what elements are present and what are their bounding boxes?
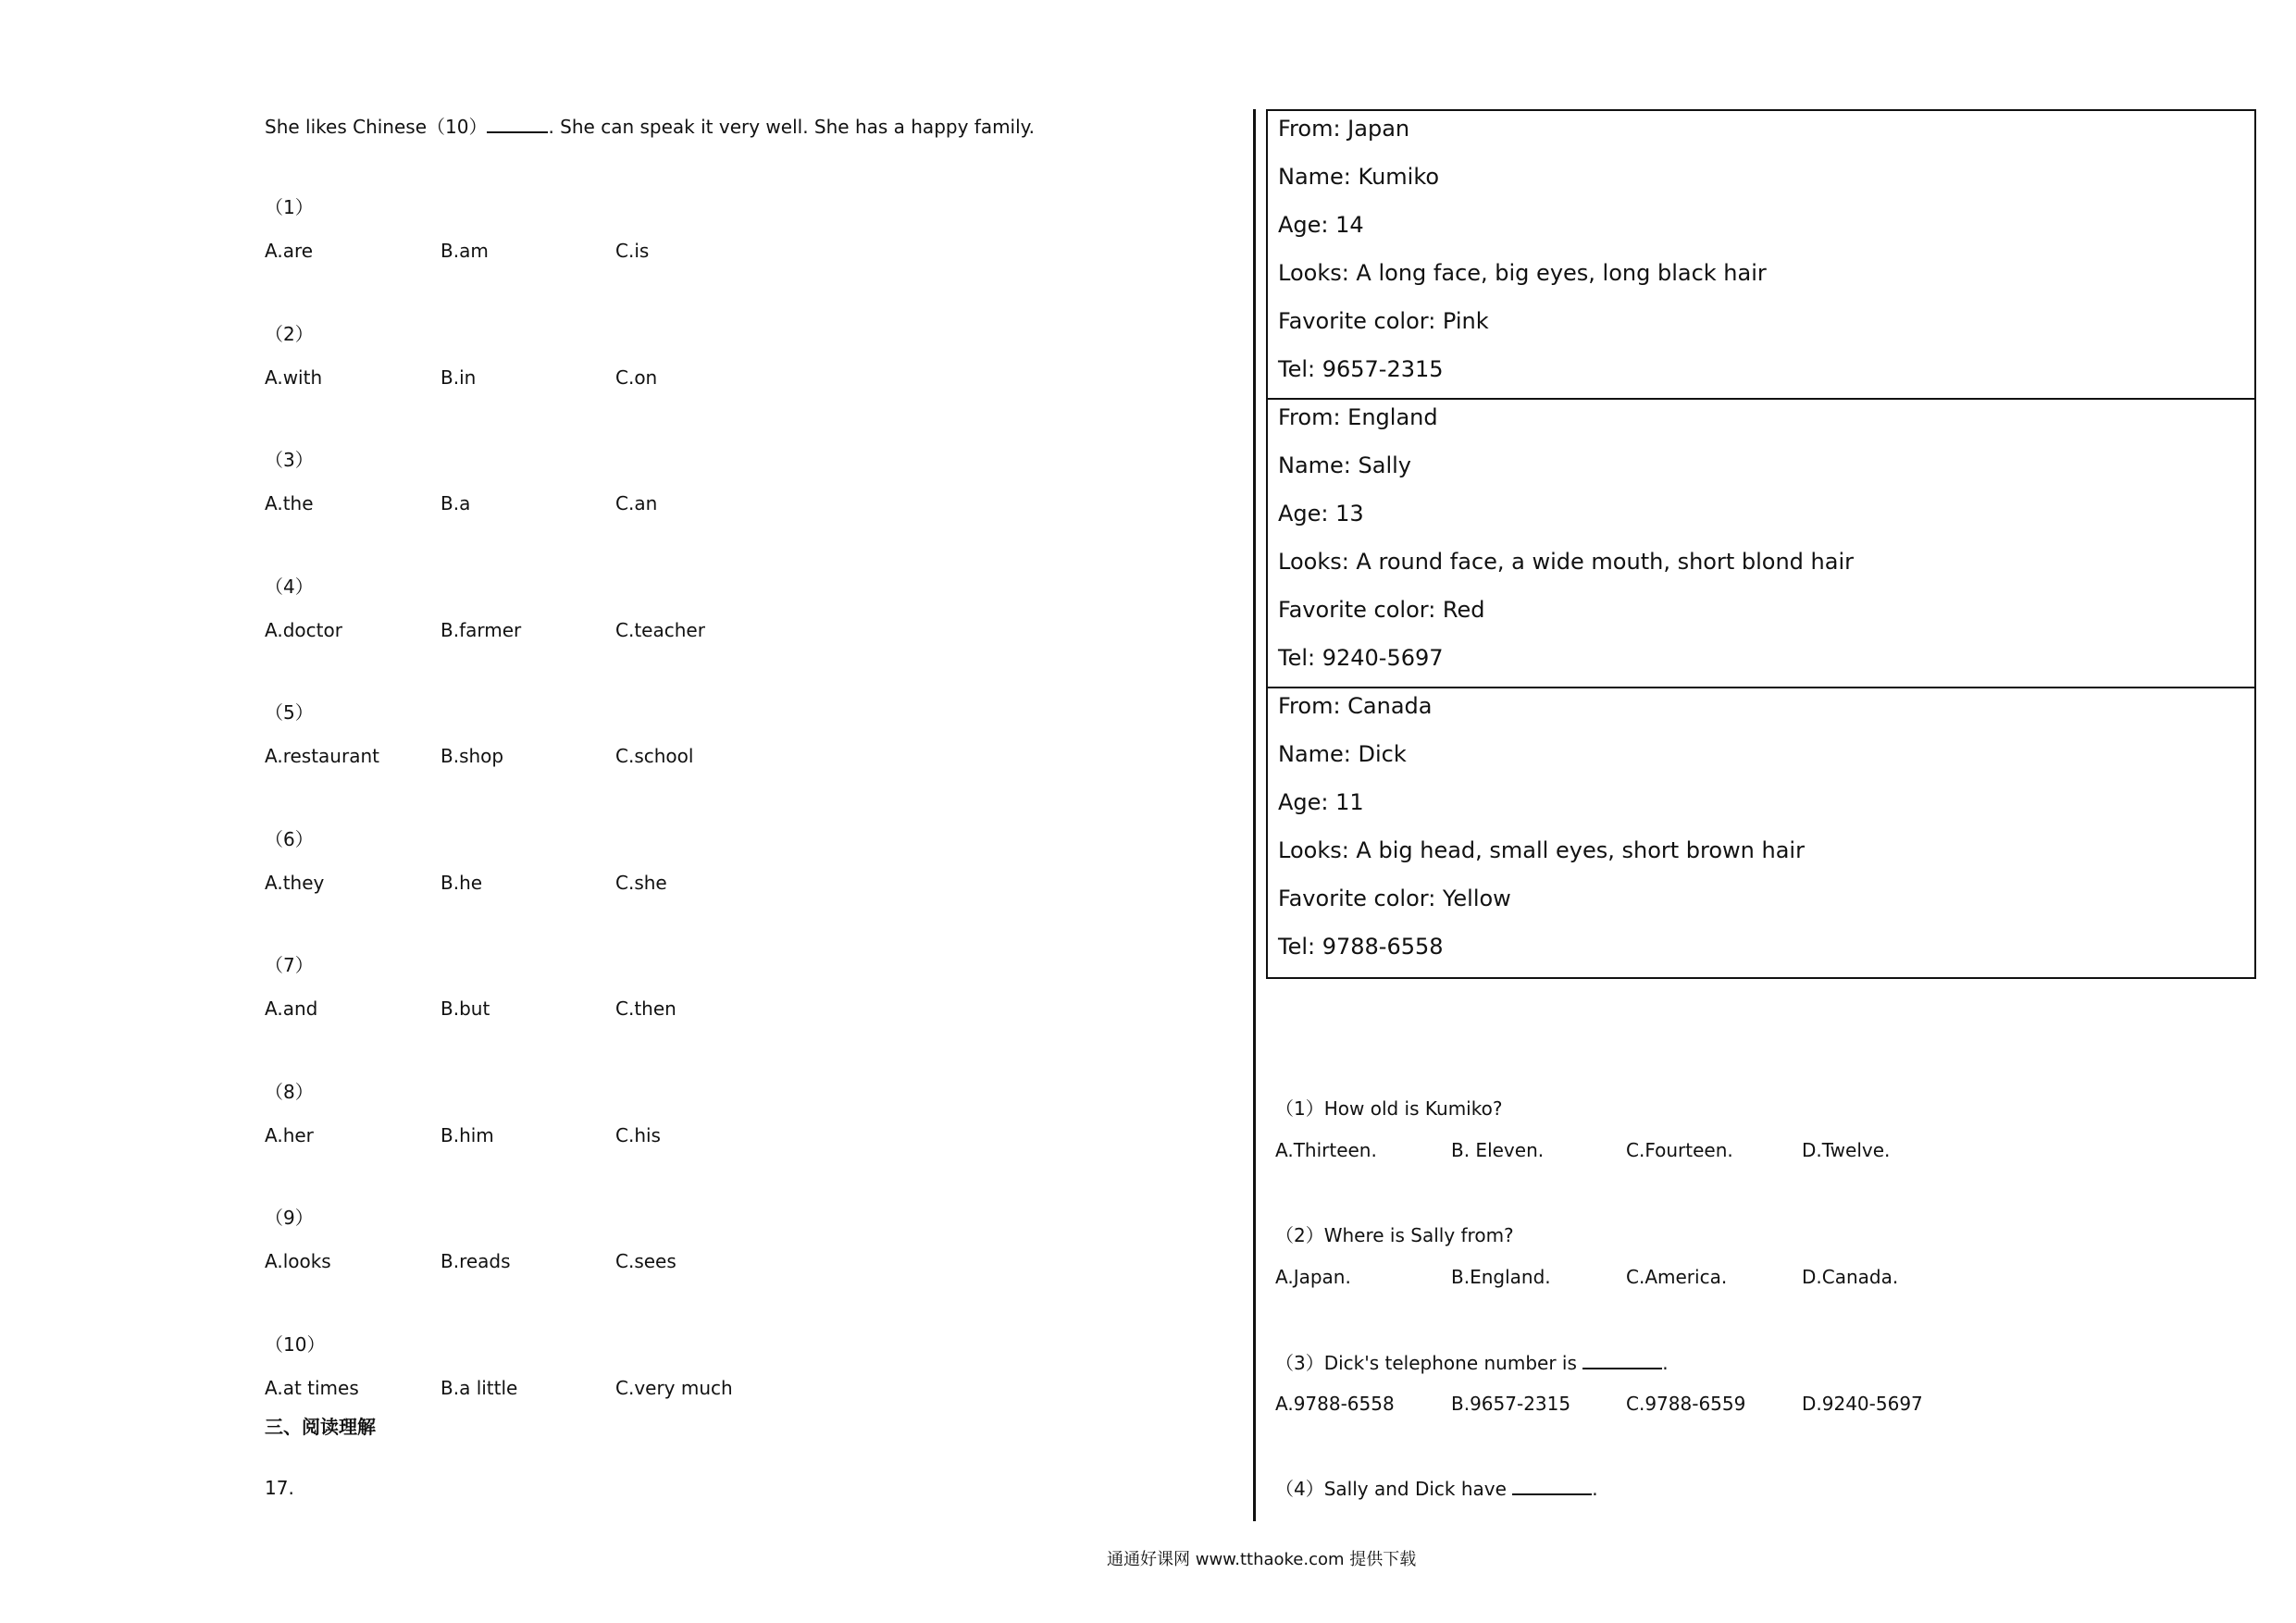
question-number: （9）	[265, 1207, 314, 1229]
answer-option: A.are	[265, 240, 314, 262]
question-number: （1）	[265, 196, 314, 218]
profile-card	[1266, 687, 2256, 979]
answer-option: C.very much	[615, 1376, 733, 1399]
question-stem	[1275, 1477, 1598, 1500]
question-stem-text: （1）How old is Kumiko?	[1275, 1097, 1503, 1120]
answer-option: A.9788-6558	[1275, 1393, 1395, 1415]
answer-option: A.the	[265, 492, 314, 514]
question-stem-end: .	[1662, 1352, 1669, 1374]
question-number: （3）	[265, 449, 314, 471]
intro-after: . She can speak it very well. She has a happy family.	[548, 116, 1036, 138]
question-stem-text: （2）Where is Sally from?	[1275, 1224, 1514, 1246]
question-stem	[1275, 1097, 1502, 1120]
card-looks: Looks: A big head, small eyes, short brown hair	[1278, 837, 1805, 863]
answer-option: B.a little	[441, 1376, 518, 1399]
profile-card	[1266, 398, 2256, 688]
column-divider	[1253, 109, 1256, 1521]
answer-blank	[1582, 1351, 1662, 1369]
answer-option: A.looks	[265, 1250, 331, 1272]
card-looks: Looks: A long face, big eyes, long black hair	[1278, 260, 1767, 286]
card-age: Age: 11	[1278, 789, 1364, 815]
answer-option: A.doctor	[265, 618, 342, 641]
card-name: Name: Dick	[1278, 741, 1407, 767]
question-number: （2）	[265, 322, 314, 345]
answer-option: A.with	[265, 365, 323, 389]
answer-option: C.on	[615, 365, 658, 389]
card-name: Name: Sally	[1278, 452, 1411, 478]
card-tel: Tel: 9788-6558	[1278, 934, 1444, 960]
question-stem	[1275, 1224, 1514, 1246]
answer-option: B.reads	[441, 1250, 511, 1272]
answer-option: A.Thirteen.	[1275, 1139, 1377, 1161]
question-number: （10）	[265, 1332, 326, 1356]
card-color: Favorite color: Pink	[1278, 308, 1489, 334]
answer-option: C.she	[615, 871, 667, 894]
page-footer: 通通好课网 www.tthaoke.com 提供下载	[1107, 1550, 1417, 1569]
card-looks: Looks: A round face, a wide mouth, short blond hair	[1278, 549, 1854, 575]
answer-option: C.Fourteen.	[1626, 1139, 1733, 1161]
answer-option: B. Eleven.	[1451, 1139, 1545, 1161]
question-number: （6）	[265, 827, 314, 850]
question-stem-text: （4）Sally and Dick have	[1275, 1478, 1513, 1500]
answer-option: B.am	[441, 240, 489, 262]
answer-option: C.teacher	[615, 618, 705, 641]
answer-option: C.9788-6559	[1626, 1393, 1746, 1415]
answer-option: C.is	[615, 240, 650, 262]
card-color: Favorite color: Yellow	[1278, 886, 1511, 911]
card-tel: Tel: 9240-5697	[1278, 645, 1444, 671]
question-stem-text: （3）Dick's telephone number is	[1275, 1352, 1583, 1374]
item-number: 17.	[265, 1477, 294, 1499]
answer-option: B.farmer	[441, 618, 522, 641]
card-from: From: Canada	[1278, 693, 1433, 719]
card-from: From: England	[1278, 404, 1438, 430]
question-stem-end: .	[1592, 1478, 1598, 1500]
answer-option: D.Canada.	[1802, 1266, 1899, 1288]
answer-option: A.and	[265, 997, 318, 1020]
answer-blank	[487, 115, 548, 133]
answer-option: C.then	[615, 997, 676, 1020]
answer-option: C.an	[615, 492, 658, 514]
card-age: Age: 14	[1278, 212, 1364, 238]
answer-option: B.9657-2315	[1451, 1393, 1571, 1415]
question-stem	[1275, 1351, 1669, 1374]
intro-sentence	[265, 115, 1035, 138]
answer-option: A.at times	[265, 1376, 359, 1399]
card-age: Age: 13	[1278, 501, 1364, 527]
answer-option: B.England.	[1451, 1266, 1551, 1288]
question-number: （4）	[265, 575, 314, 598]
answer-option: C.America.	[1626, 1266, 1728, 1288]
answer-option: C.school	[615, 745, 694, 767]
card-color: Favorite color: Red	[1278, 597, 1485, 623]
card-name: Name: Kumiko	[1278, 164, 1440, 190]
question-number: （5）	[265, 701, 314, 724]
answer-option: A.restaurant	[265, 745, 379, 767]
card-tel: Tel: 9657-2315	[1278, 356, 1444, 382]
answer-option: A.Japan.	[1275, 1266, 1351, 1288]
card-from: From: Japan	[1278, 116, 1410, 142]
answer-option: B.but	[441, 997, 490, 1020]
answer-option: B.in	[441, 365, 477, 389]
answer-option: B.he	[441, 871, 483, 894]
answer-option: C.sees	[615, 1250, 676, 1272]
answer-option: B.a	[441, 492, 471, 514]
answer-option: B.him	[441, 1123, 494, 1146]
answer-option: B.shop	[441, 745, 504, 767]
answer-option: C.his	[615, 1123, 661, 1146]
section-heading: 三、阅读理解	[265, 1416, 376, 1438]
answer-option: D.9240-5697	[1802, 1393, 1923, 1415]
profile-card	[1266, 109, 2256, 400]
answer-option: D.Twelve.	[1802, 1139, 1891, 1161]
intro-before: She likes Chinese（10）	[265, 116, 488, 138]
question-number: （7）	[265, 954, 314, 976]
answer-blank	[1512, 1477, 1592, 1495]
answer-option: A.they	[265, 871, 325, 894]
question-number: （8）	[265, 1080, 314, 1103]
answer-option: A.her	[265, 1123, 314, 1146]
